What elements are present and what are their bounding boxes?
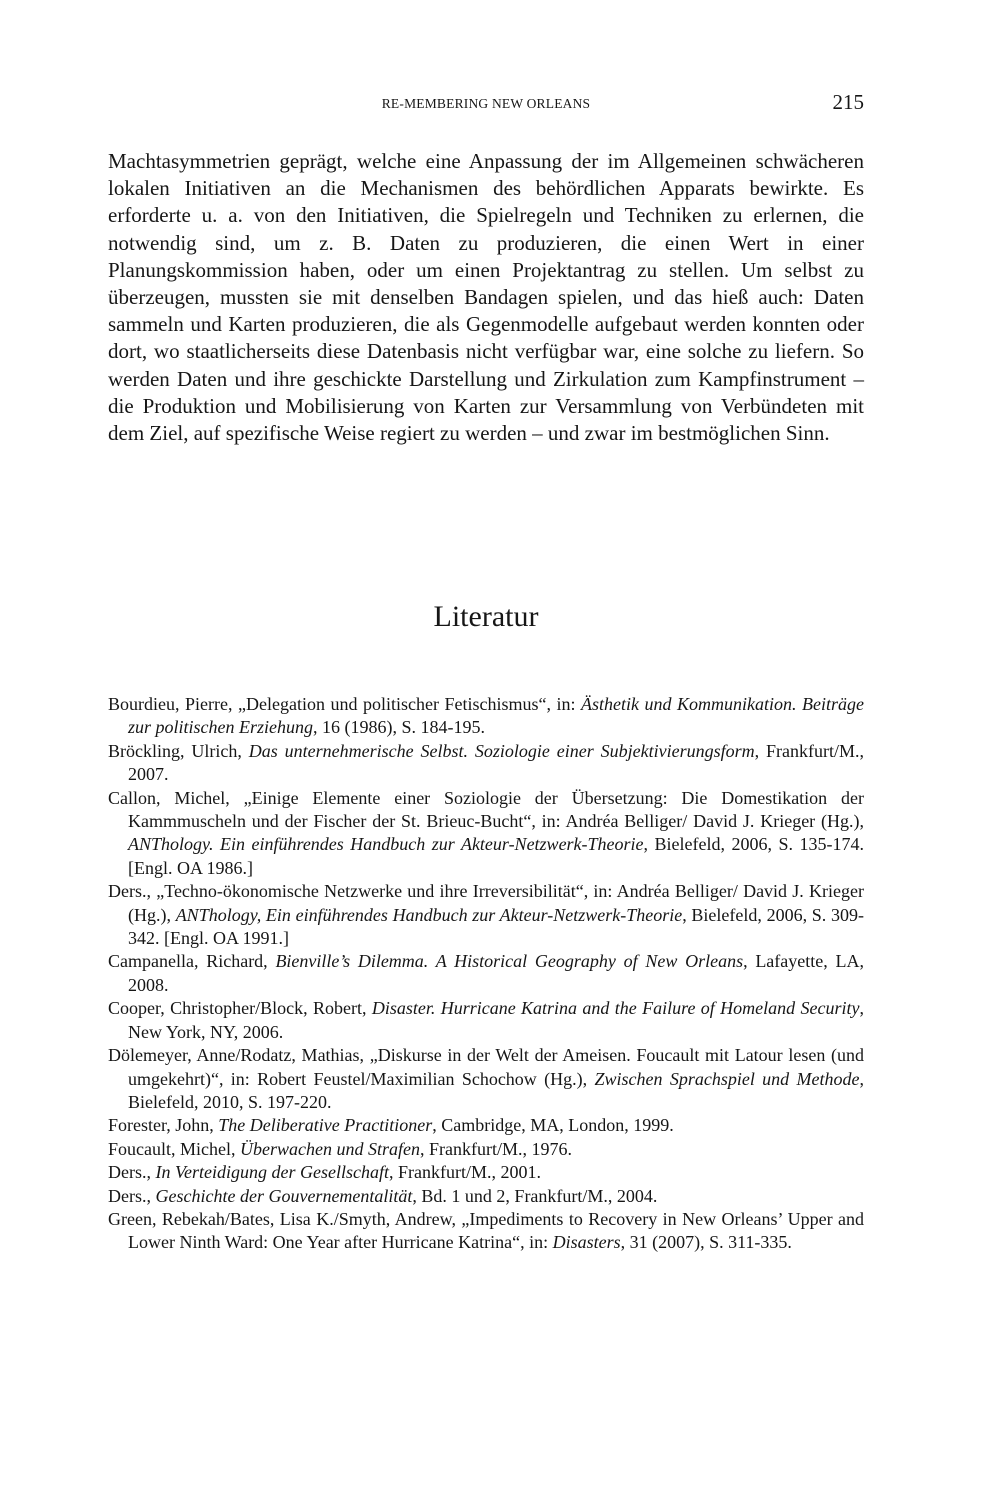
reference-title: ANThology, Ein einführendes Handbuch zur Akteur-Netzwerk-Theorie	[175, 904, 683, 925]
reference-details: , 16 (1986), S. 184-195.	[313, 717, 485, 738]
reference-entry	[108, 1161, 864, 1184]
page-number: 215	[832, 90, 864, 114]
reference-author: Cooper, Christopher/Block, Robert,	[108, 998, 372, 1019]
reference-author: Forester, John,	[108, 1115, 219, 1136]
reference-author: Ders.,	[108, 1185, 156, 1206]
reference-author: Callon, Michel, „Einige Elemente einer Soziologie der Übersetzung: Die Domestikation der Kammmuscheln und der Fischer der St. Brieuc-Bucht“, in: Andréa Belliger/ David J. Krieger (Hg.),	[108, 787, 864, 832]
reference-details: , 31 (2007), S. 311-335.	[620, 1232, 792, 1253]
reference-details: , Cambridge, MA, London, 1999.	[432, 1115, 674, 1136]
reference-list	[108, 693, 864, 1255]
reference-details: , New York, NY, 2006.	[128, 998, 864, 1042]
reference-author: Bröckling, Ulrich,	[108, 740, 249, 761]
reference-title: Disasters	[552, 1232, 621, 1253]
reference-title: The Deliberative Practitioner	[218, 1115, 433, 1136]
reference-details: , Frankfurt/M., 2001.	[388, 1162, 541, 1183]
running-head	[108, 92, 864, 116]
section-heading: Literatur	[433, 600, 539, 633]
reference-author: Ders.,	[108, 1162, 156, 1183]
reference-entry	[108, 950, 864, 997]
reference-details: , Bielefeld, 2010, S. 197-220.	[128, 1068, 864, 1112]
reference-author: Green, Rebekah/Bates, Lisa K./Smyth, Andrew, „Impediments to Recovery in New Orleans’ Upper and Lower Ninth Ward: One Year after Hurricane Katrina“, in:	[108, 1208, 864, 1253]
reference-title: Bienville’s Dilemma. A Historical Geography of New Orleans	[275, 951, 744, 972]
reference-title: In Verteidigung der Gesellschaft	[155, 1162, 389, 1183]
reference-entry	[108, 1208, 864, 1255]
reference-entry	[108, 740, 864, 787]
reference-details: , Lafayette, LA, 2008.	[128, 951, 864, 995]
reference-entry	[108, 880, 864, 950]
reference-details: , Frankfurt/M., 1976.	[419, 1138, 572, 1159]
reference-author: Campanella, Richard,	[108, 951, 276, 972]
reference-entry	[108, 1138, 864, 1161]
reference-details: , Bd. 1 und 2, Frankfurt/M., 2004.	[412, 1185, 658, 1206]
reference-title: ANThology. Ein einführendes Handbuch zur Akteur-Netzwerk-Theorie	[128, 834, 644, 855]
reference-title: Geschichte der Gouvernementalität	[155, 1185, 413, 1206]
reference-entry	[108, 693, 864, 740]
reference-author: Bourdieu, Pierre, „Delegation und politischer Fetischismus“, in:	[108, 694, 581, 714]
reference-author: Ders., „Techno-ökonomische Netzwerke und ihre Irreversibilität“, in: Andréa Belliger/ David J. Krieger (Hg.),	[108, 881, 864, 925]
reference-entry	[108, 1044, 864, 1114]
reference-author: Foucault, Michel,	[108, 1138, 240, 1159]
reference-title: Ästhetik und Kommunikation. Beiträge zur politischen Erziehung	[128, 694, 864, 738]
reference-title: Das unternehmerische Selbst. Soziologie einer Subjektivierungsform	[248, 740, 755, 761]
reference-title: Disaster. Hurricane Katrina and the Failure of Homeland Security	[371, 998, 860, 1019]
reference-details: , Bielefeld, 2006, S. 135-174. [Engl. OA 1986.]	[128, 834, 864, 878]
body-paragraph: Machtasymmetrien geprägt, welche eine Anpassung der im Allgemeinen schwächeren lokalen Initiativen an die Mechanismen des behördlichen Apparats bewirkte. Es erforderte u. a. von den Initiativen, die Spielregeln und Techniken zu erlernen, die notwendig sind, um z. B. Daten zu produzieren, die einen Wert in einer Planungskommission haben, oder um einen Projektantrag zu stellen. Um selbst zu überzeugen, mussten sie mit denselben Bandagen spielen, und das hieß auch: Daten sammeln und Karten produzieren, die als Gegenmodelle aufgebaut werden konnten oder dort, wo staatlicherseits diese Datenbasis nicht verfügbar war, eine solche zu liefern. So werden Daten und ihre geschickte Darstellung und Zirkulation zum Kampfinstrument – die Produktion und Mobilisierung von Karten zur Versammlung von Verbündeten mit dem Ziel, auf spezifische Weise regiert zu werden – und zwar im bestmöglichen Sinn.	[108, 149, 864, 446]
reference-details: , Frankfurt/M., 2007.	[128, 740, 864, 785]
reference-title: Zwischen Sprachspiel und Methode	[594, 1068, 860, 1089]
reference-entry	[108, 1185, 864, 1208]
reference-author: Dölemeyer, Anne/Rodatz, Mathias, „Diskurse in der Welt der Ameisen. Foucault mit Latour lesen (und umgekehrt)“, in: Robert Feustel/Maximilian Schochow (Hg.),	[108, 1045, 864, 1089]
reference-details: , Bielefeld, 2006, S. 309-342. [Engl. OA 1991.]	[128, 904, 864, 949]
reference-entry	[108, 1114, 864, 1137]
running-title: RE-MEMBERING NEW ORLEANS	[381, 96, 591, 111]
reference-entry	[108, 787, 864, 881]
reference-entry	[108, 997, 864, 1044]
reference-title: Überwachen und Strafen	[239, 1138, 420, 1159]
